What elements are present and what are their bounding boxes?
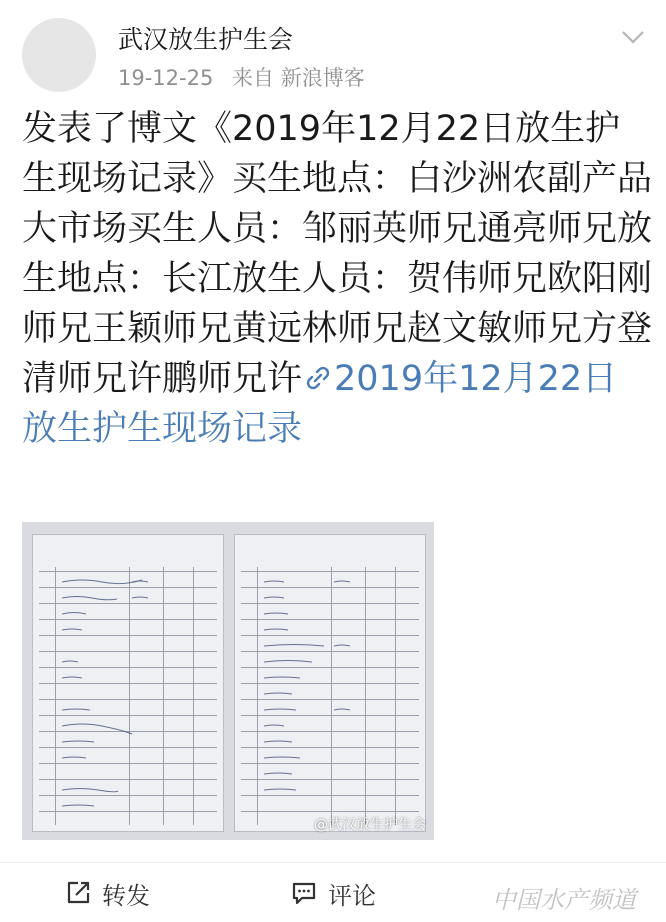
repost-label: 转发 xyxy=(102,881,150,910)
link-icon xyxy=(304,364,332,392)
post-image[interactable] xyxy=(22,522,434,840)
post-date: 19-12-25 xyxy=(118,66,214,90)
image-watermark: @武汉放生护生会 xyxy=(314,817,426,833)
post-body xyxy=(22,104,652,454)
comment-icon xyxy=(290,879,318,907)
repost-button[interactable] xyxy=(64,873,150,913)
comment-label: 评论 xyxy=(328,881,376,910)
post-header xyxy=(0,0,666,100)
post-link[interactable]: 2019年12月22日放生护生现场记录 xyxy=(22,359,618,449)
post-text: 发表了博文《2019年12月22日放生护生现场记录》买生地点：白沙洲农副产品大市场买生人员：邹丽英师兄通亮师兄放生地点：长江放生人员：贺伟师兄欧阳刚师兄王颖师兄黄远林师兄赵文敏师兄方登清师兄许鹏师兄许 xyxy=(22,109,653,399)
avatar[interactable] xyxy=(22,18,96,92)
handwriting-scribbles xyxy=(22,522,434,840)
comment-button[interactable] xyxy=(290,873,376,913)
repost-icon xyxy=(64,879,92,907)
post-source: 来自 新浪博客 xyxy=(232,66,365,90)
post-meta xyxy=(118,62,377,92)
author-name[interactable]: 武汉放生护生会 xyxy=(118,25,294,54)
site-watermark: 中国水产频道 xyxy=(492,886,636,914)
chevron-down-icon[interactable] xyxy=(618,22,648,52)
